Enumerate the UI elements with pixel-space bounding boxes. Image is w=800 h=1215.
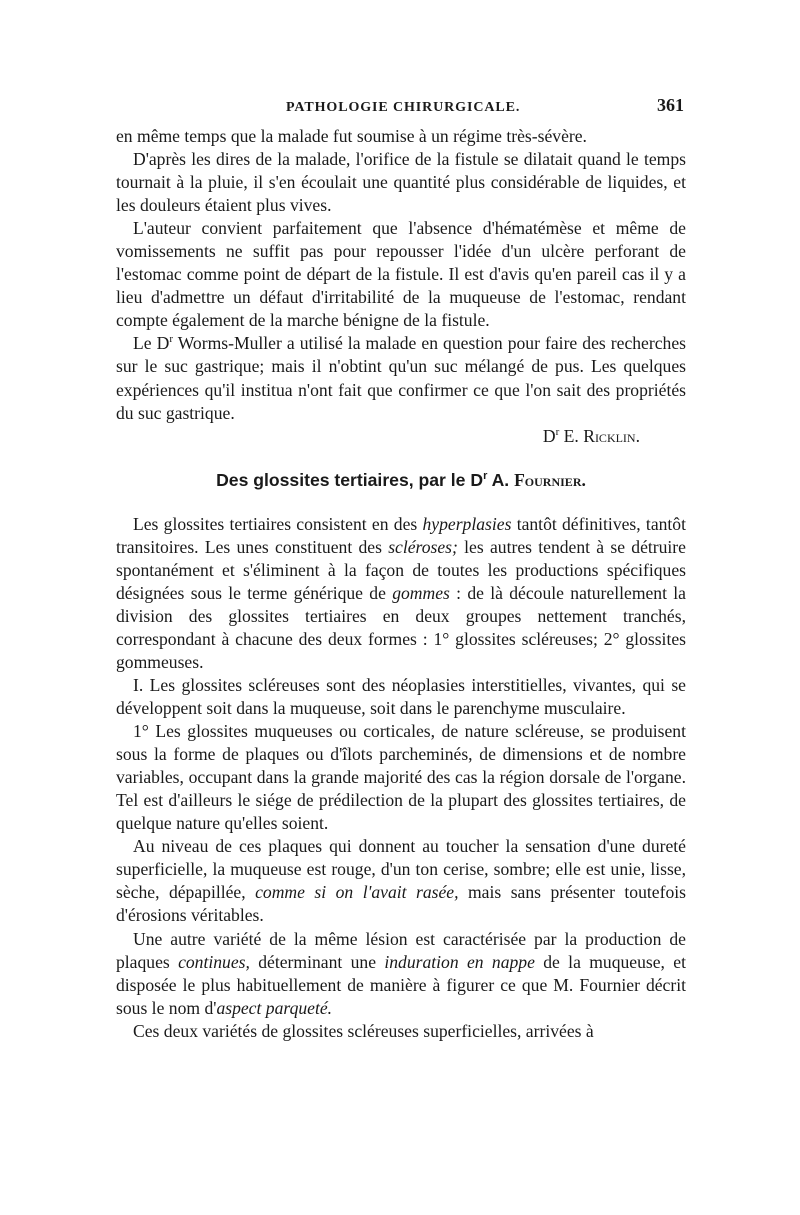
text-run: : de là découle naturellement la division des glossites tertiaires en deux groupes nettement tranchés, correspondant à chacune des deux formes : 1° glossites scléreuses; 2° glossites gommeuses.: [116, 582, 686, 672]
page-header: [116, 96, 686, 116]
paragraph: L'auteur convient parfaitement que l'absence d'hématémèse et même de vomissements ne suffit pas pour repousser l'idée d'un ulcère perforant de l'estomac comme point de départ de la fistule. Il est d'avis qu'en pareil cas il y a lieu d'admettre un défaut d'irritabilité de la muqueuse de l'estomac, rendant compte également de la marche bénigne de la fistule.: [116, 218, 686, 331]
paragraph: [116, 332, 686, 424]
paragraph: [116, 928, 686, 1020]
italic-run: continues,: [178, 951, 250, 972]
text-run: Des glossites tertiaires, par le D: [216, 469, 484, 490]
text-run: les autres tendent à se détruire spontanément et s'éliminent à la façon de toutes les productions spécifiques désignées sous le terme générique de: [116, 536, 686, 603]
signature: [116, 425, 686, 448]
paragraph: en même temps que la malade fut soumise à un régime très-sévère.: [116, 126, 587, 146]
paragraph: [116, 835, 686, 927]
paragraph: D'après les dires de la malade, l'orifice de la fistule se dilatait quand le temps tournait à la pluie, il s'en écoulait une quantité plus considérable de liquides, et les douleurs étaient plus vives.: [116, 149, 686, 216]
text-run: Les glossites tertiaires consistent en des: [133, 513, 423, 534]
text-run: de la muqueuse, et disposée le plus habituellement de manière à figurer ce que M. Fournier décrit sous le nom d': [116, 951, 686, 1018]
section-author: Fournier.: [514, 469, 586, 490]
superscript: r: [555, 425, 560, 438]
text-run: tantôt définitives, tantôt transitoires. Les unes constituent des: [116, 513, 686, 557]
paragraph: I. Les glossites scléreuses sont des néoplasies interstitielles, vivantes, qui se développent soit dans la muqueuse, soit dans le parenchyme musculaire.: [116, 674, 686, 719]
superscript: r: [169, 333, 173, 346]
italic-run: hyperplasies: [422, 513, 512, 534]
running-head: PATHOLOGIE CHIRURGICALE.: [286, 100, 521, 115]
page-number: 361: [657, 95, 684, 115]
paragraph: Ces deux variétés de glossites scléreuses superficielles, arrivées à: [133, 1020, 594, 1041]
paragraph: 1° Les glossites muqueuses ou corticales, de nature scléreuse, se produisent sous la forme de plaques ou d'îlots parcheminés, de dimensions et de nombre variables, occupant dans la grande majorité des cas la région dorsale de l'organe. Tel est d'ailleurs le siége de prédilection de la plupart des glossites tertiaires, de quelque nature qu'elles soient.: [116, 721, 686, 834]
section-title: [116, 469, 686, 492]
text-run: Worms-Muller a utilisé la malade en question pour faire des recherches sur le suc gastrique; mais il n'obtint qu'un suc mélangé de pus. Les quelques expériences qu'il institua n'ont fait que confirmer ce que l'on sait des propriétés du suc gastrique.: [116, 333, 686, 423]
text-run: Au niveau de ces plaques qui donnent au toucher la sensation d'une dureté superficielle, la muqueuse est rouge, d'un ton cerise, sombre; elle est unie, lisse, sèche, dépapillée,: [116, 836, 686, 903]
italic-run: gommes: [392, 582, 450, 603]
text-run: Le D: [133, 333, 170, 354]
page: [116, 96, 686, 1043]
italic-run: aspect parqueté.: [216, 997, 333, 1018]
text-run: mais sans présenter toutefois d'érosions véritables.: [116, 882, 686, 926]
superscript: r: [483, 469, 488, 482]
paragraph: [116, 513, 686, 674]
text-run: A.: [487, 469, 515, 490]
signature-name: Ricklin.: [583, 425, 640, 446]
text-run: D: [542, 425, 556, 446]
text-run: déterminant une: [249, 951, 385, 972]
text-run: Une autre variété de la même lésion est caractérisée par la production de plaques: [116, 928, 686, 972]
italic-run: scléroses;: [388, 536, 458, 557]
italic-run: comme si on l'avait rasée,: [255, 882, 459, 903]
italic-run: induration en nappe: [384, 951, 535, 972]
text-run: E.: [559, 425, 584, 446]
